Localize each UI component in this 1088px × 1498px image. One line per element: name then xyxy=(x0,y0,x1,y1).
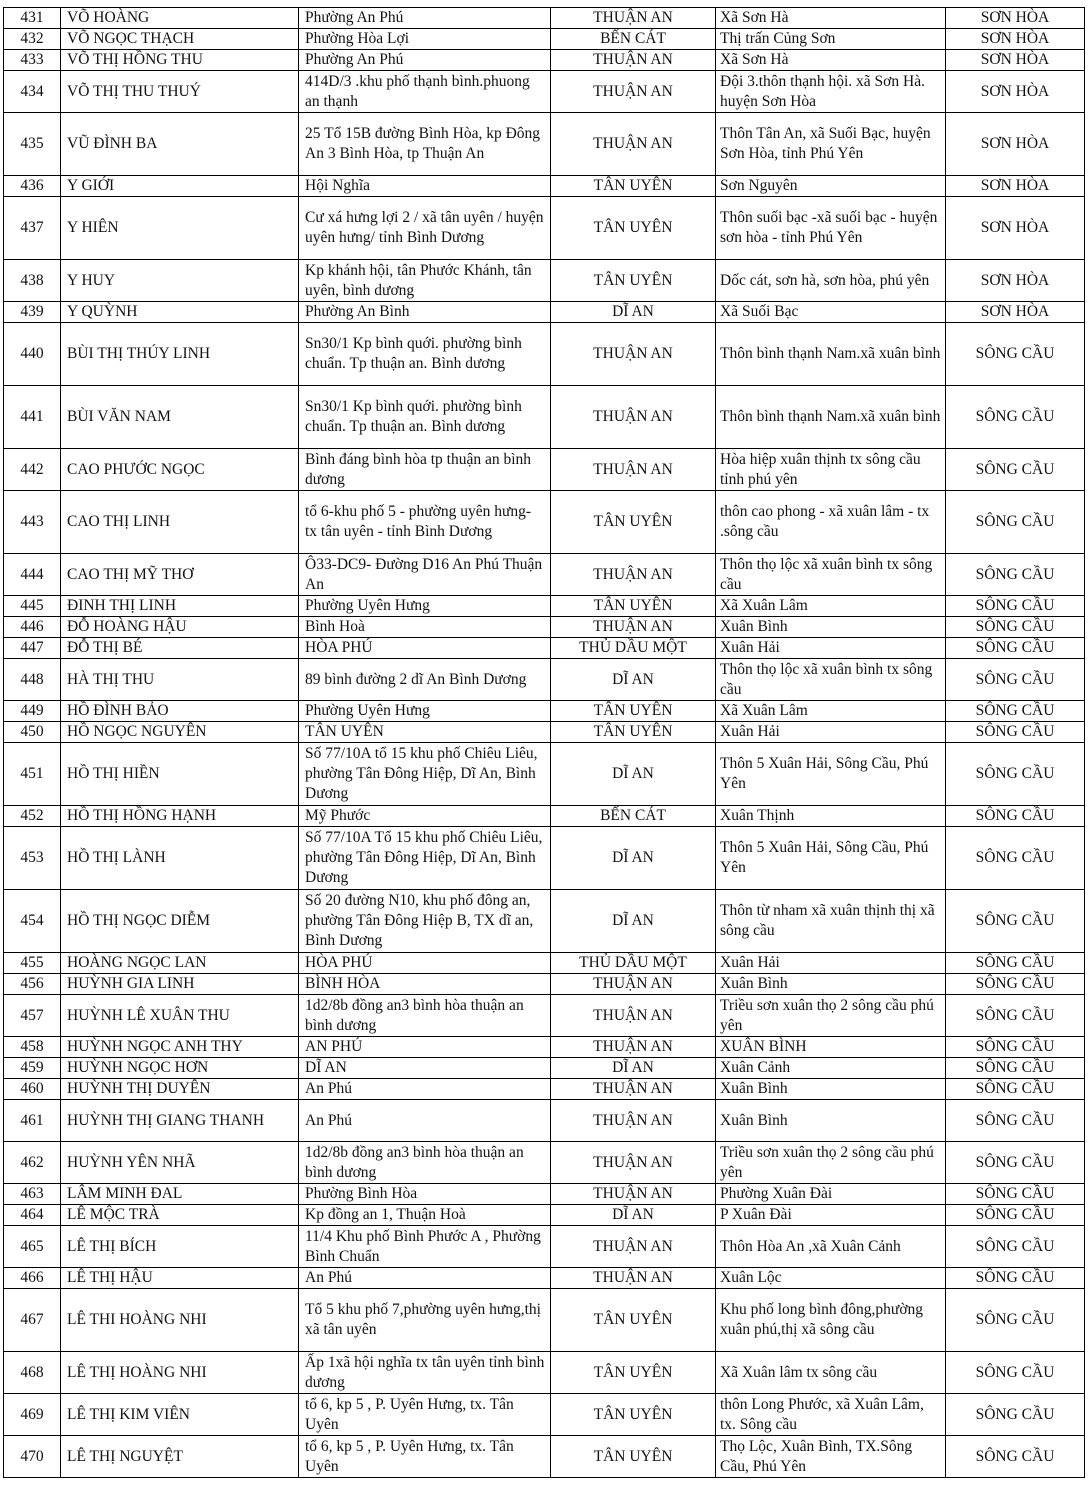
current-address-cell: 1d2/8b đồng an3 bình hòa thuận an bình dương xyxy=(299,995,551,1037)
full-name-cell: HUỲNH THỊ GIANG THANH xyxy=(61,1100,299,1142)
current-district-cell: THUẬN AN xyxy=(551,1268,716,1289)
home-address-cell: Thôn thọ lộc xã xuân bình tx sông cầu xyxy=(716,659,946,701)
home-district-cell: SÔNG CẦU xyxy=(946,386,1085,449)
home-district-cell: SÔNG CẦU xyxy=(946,1142,1085,1184)
full-name-cell: HOÀNG NGỌC LAN xyxy=(61,953,299,974)
current-address-cell: Tổ 5 khu phố 7,phường uyên hưng,thị xã tân uyên xyxy=(299,1289,551,1352)
home-district-cell: SÔNG CẦU xyxy=(946,974,1085,995)
current-district-cell: THUẬN AN xyxy=(551,1226,716,1268)
home-address-cell: Xã Sơn Hà xyxy=(716,50,946,71)
current-address-cell: Bình Hoà xyxy=(299,617,551,638)
registration-table xyxy=(3,7,1085,1478)
current-address-cell: Sn30/1 Kp bình quới. phường bình chuẩn. Tp thuận an. Bình dương xyxy=(299,386,551,449)
home-district-cell: SÔNG CẦU xyxy=(946,701,1085,722)
home-district-cell: SƠN HÒA xyxy=(946,176,1085,197)
full-name-cell: HUỲNH GIA LINH xyxy=(61,974,299,995)
table-row xyxy=(4,323,1085,386)
current-district-cell: DĨ AN xyxy=(551,659,716,701)
full-name-cell: HỒ NGỌC NGUYÊN xyxy=(61,722,299,743)
home-district-cell: SƠN HÒA xyxy=(946,29,1085,50)
home-address-cell: Hòa hiệp xuân thịnh tx sông cầu tỉnh phú yên xyxy=(716,449,946,491)
current-district-cell: THUẬN AN xyxy=(551,1037,716,1058)
home-district-cell: SÔNG CẦU xyxy=(946,323,1085,386)
current-address-cell: Phường Uyên Hưng xyxy=(299,596,551,617)
table-row xyxy=(4,1352,1085,1394)
current-address-cell: An Phú xyxy=(299,1079,551,1100)
home-district-cell: SÔNG CẦU xyxy=(946,1205,1085,1226)
home-address-cell: Thọ Lộc, Xuân Bình, TX.Sông Cầu, Phú Yên xyxy=(716,1436,946,1478)
full-name-cell: LÊ THỊ BÍCH xyxy=(61,1226,299,1268)
current-address-cell: Ấp 1xã hội nghĩa tx tân uyên tỉnh bình dương xyxy=(299,1352,551,1394)
home-address-cell: P Xuân Đài xyxy=(716,1205,946,1226)
home-district-cell: SÔNG CẦU xyxy=(946,1352,1085,1394)
home-address-cell: Thôn từ nham xã xuân thịnh thị xã sông cầu xyxy=(716,890,946,953)
table-row xyxy=(4,1100,1085,1142)
home-district-cell: SÔNG CẦU xyxy=(946,554,1085,596)
home-district-cell: SÔNG CẦU xyxy=(946,890,1085,953)
home-district-cell: SÔNG CẦU xyxy=(946,1184,1085,1205)
home-address-cell: Xuân Bình xyxy=(716,974,946,995)
home-district-cell: SÔNG CẦU xyxy=(946,1037,1085,1058)
home-address-cell: Xã Suối Bạc xyxy=(716,302,946,323)
row-number-cell: 463 xyxy=(4,1184,61,1205)
home-address-cell: Xuân Hải xyxy=(716,638,946,659)
row-number-cell: 469 xyxy=(4,1394,61,1436)
full-name-cell: LÂM MINH ĐAL xyxy=(61,1184,299,1205)
home-district-cell: SÔNG CẦU xyxy=(946,491,1085,554)
current-address-cell: AN PHÚ xyxy=(299,1037,551,1058)
full-name-cell: VÕ NGỌC THẠCH xyxy=(61,29,299,50)
full-name-cell: VŨ ĐÌNH BA xyxy=(61,113,299,176)
row-number-cell: 460 xyxy=(4,1079,61,1100)
current-district-cell: TÂN UYÊN xyxy=(551,1436,716,1478)
row-number-cell: 455 xyxy=(4,953,61,974)
row-number-cell: 447 xyxy=(4,638,61,659)
current-district-cell: THUẬN AN xyxy=(551,1079,716,1100)
home-district-cell: SƠN HÒA xyxy=(946,113,1085,176)
row-number-cell: 456 xyxy=(4,974,61,995)
current-district-cell: THỦ DẦU MỘT xyxy=(551,953,716,974)
current-district-cell: TÂN UYÊN xyxy=(551,260,716,302)
current-address-cell: TÂN UYÊN xyxy=(299,722,551,743)
row-number-cell: 440 xyxy=(4,323,61,386)
table-row xyxy=(4,302,1085,323)
table-row xyxy=(4,1436,1085,1478)
row-number-cell: 470 xyxy=(4,1436,61,1478)
home-address-cell: Thôn Tân An, xã Suối Bạc, huyện Sơn Hòa, tỉnh Phú Yên xyxy=(716,113,946,176)
table-row xyxy=(4,890,1085,953)
table-row xyxy=(4,1184,1085,1205)
table-row xyxy=(4,1289,1085,1352)
full-name-cell: ĐINH THỊ LINH xyxy=(61,596,299,617)
home-district-cell: SÔNG CẦU xyxy=(946,1268,1085,1289)
full-name-cell: HUỲNH LÊ XUÂN THU xyxy=(61,995,299,1037)
row-number-cell: 434 xyxy=(4,71,61,113)
full-name-cell: VÕ THỊ THU THUÝ xyxy=(61,71,299,113)
home-district-cell: SÔNG CẦU xyxy=(946,995,1085,1037)
full-name-cell: HỒ THỊ LÀNH xyxy=(61,827,299,890)
home-address-cell: thôn cao phong - xã xuân lâm - tx .sông cầu xyxy=(716,491,946,554)
table-row xyxy=(4,1226,1085,1268)
row-number-cell: 450 xyxy=(4,722,61,743)
current-district-cell: THUẬN AN xyxy=(551,386,716,449)
current-district-cell: THUẬN AN xyxy=(551,554,716,596)
current-address-cell: Kp khánh hội, tân Phước Khánh, tân uyên, bình dương xyxy=(299,260,551,302)
current-address-cell: An Phú xyxy=(299,1100,551,1142)
row-number-cell: 448 xyxy=(4,659,61,701)
table-row xyxy=(4,1394,1085,1436)
home-district-cell: SÔNG CẦU xyxy=(946,827,1085,890)
row-number-cell: 449 xyxy=(4,701,61,722)
full-name-cell: HUỲNH NGỌC ANH THY xyxy=(61,1037,299,1058)
current-address-cell: 414D/3 .khu phố thạnh bình.phuong an thạnh xyxy=(299,71,551,113)
current-district-cell: DĨ AN xyxy=(551,1205,716,1226)
row-number-cell: 438 xyxy=(4,260,61,302)
table-row xyxy=(4,50,1085,71)
home-address-cell: Thôn thọ lộc xã xuân bình tx sông cầu xyxy=(716,554,946,596)
home-address-cell: Xã Xuân lâm tx sông cầu xyxy=(716,1352,946,1394)
current-address-cell: HÒA PHÚ xyxy=(299,953,551,974)
table-row xyxy=(4,71,1085,113)
row-number-cell: 435 xyxy=(4,113,61,176)
current-district-cell: TÂN UYÊN xyxy=(551,701,716,722)
row-number-cell: 464 xyxy=(4,1205,61,1226)
row-number-cell: 451 xyxy=(4,743,61,806)
table-row xyxy=(4,995,1085,1037)
home-address-cell: Xã Xuân Lâm xyxy=(716,596,946,617)
current-district-cell: THỦ DẦU MỘT xyxy=(551,638,716,659)
current-address-cell: HÒA PHÚ xyxy=(299,638,551,659)
current-address-cell: Phường Bình Hòa xyxy=(299,1184,551,1205)
full-name-cell: BÙI THỊ THÚY LINH xyxy=(61,323,299,386)
home-district-cell: SÔNG CẦU xyxy=(946,1100,1085,1142)
home-address-cell: Thôn Hòa An ,xã Xuân Cảnh xyxy=(716,1226,946,1268)
full-name-cell: LÊ THỊ HẬU xyxy=(61,1268,299,1289)
row-number-cell: 436 xyxy=(4,176,61,197)
home-district-cell: SÔNG CẦU xyxy=(946,1289,1085,1352)
row-number-cell: 465 xyxy=(4,1226,61,1268)
home-address-cell: Triều sơn xuân thọ 2 sông cầu phú yên xyxy=(716,1142,946,1184)
home-district-cell: SƠN HÒA xyxy=(946,197,1085,260)
home-district-cell: SÔNG CẦU xyxy=(946,1226,1085,1268)
current-district-cell: THUẬN AN xyxy=(551,995,716,1037)
full-name-cell: VÕ HOÀNG xyxy=(61,8,299,29)
home-address-cell: Xuân Hải xyxy=(716,722,946,743)
table-row xyxy=(4,827,1085,890)
home-district-cell: SÔNG CẦU xyxy=(946,953,1085,974)
full-name-cell: VÕ THỊ HỒNG THU xyxy=(61,50,299,71)
home-address-cell: Xuân Cảnh xyxy=(716,1058,946,1079)
table-row xyxy=(4,8,1085,29)
row-number-cell: 452 xyxy=(4,806,61,827)
row-number-cell: 439 xyxy=(4,302,61,323)
table-row xyxy=(4,1079,1085,1100)
home-district-cell: SƠN HÒA xyxy=(946,260,1085,302)
table-row xyxy=(4,113,1085,176)
row-number-cell: 462 xyxy=(4,1142,61,1184)
table-body xyxy=(4,8,1085,1478)
full-name-cell: HUỲNH YÊN NHÃ xyxy=(61,1142,299,1184)
table-row xyxy=(4,722,1085,743)
home-district-cell: SÔNG CẦU xyxy=(946,596,1085,617)
full-name-cell: CAO THỊ MỸ THƠ xyxy=(61,554,299,596)
home-district-cell: SƠN HÒA xyxy=(946,8,1085,29)
home-address-cell: Xuân Hải xyxy=(716,953,946,974)
full-name-cell: HÀ THỊ THU xyxy=(61,659,299,701)
table-row xyxy=(4,806,1085,827)
current-address-cell: Ô33-DC9- Đường D16 An Phú Thuận An xyxy=(299,554,551,596)
home-district-cell: SÔNG CẦU xyxy=(946,806,1085,827)
current-address-cell: 25 Tổ 15B đường Bình Hòa, kp Đông An 3 Bình Hòa, tp Thuận An xyxy=(299,113,551,176)
table-row xyxy=(4,743,1085,806)
table-row xyxy=(4,260,1085,302)
table-row xyxy=(4,554,1085,596)
home-district-cell: SÔNG CẦU xyxy=(946,617,1085,638)
current-address-cell: tổ 6, kp 5 , P. Uyên Hưng, tx. Tân Uyên xyxy=(299,1394,551,1436)
table-row xyxy=(4,449,1085,491)
current-district-cell: THUẬN AN xyxy=(551,449,716,491)
full-name-cell: Y HIÊN xyxy=(61,197,299,260)
table-row xyxy=(4,386,1085,449)
current-district-cell: THUẬN AN xyxy=(551,71,716,113)
home-address-cell: Thôn suối bạc -xã suối bạc - huyện sơn hòa - tỉnh Phú Yên xyxy=(716,197,946,260)
full-name-cell: CAO PHƯỚC NGỌC xyxy=(61,449,299,491)
row-number-cell: 442 xyxy=(4,449,61,491)
full-name-cell: HUỲNH NGỌC HƠN xyxy=(61,1058,299,1079)
current-district-cell: TÂN UYÊN xyxy=(551,596,716,617)
current-address-cell: Phường Uyên Hưng xyxy=(299,701,551,722)
full-name-cell: Y QUỲNH xyxy=(61,302,299,323)
full-name-cell: LÊ THI HOÀNG NHI xyxy=(61,1289,299,1352)
row-number-cell: 445 xyxy=(4,596,61,617)
full-name-cell: HUỲNH THỊ DUYÊN xyxy=(61,1079,299,1100)
table-row xyxy=(4,638,1085,659)
current-address-cell: 89 bình đường 2 dĩ An Bình Dương xyxy=(299,659,551,701)
current-district-cell: THUẬN AN xyxy=(551,1142,716,1184)
full-name-cell: HỒ THỊ NGỌC DIỄM xyxy=(61,890,299,953)
current-address-cell: Kp đồng an 1, Thuận Hoà xyxy=(299,1205,551,1226)
table-row xyxy=(4,659,1085,701)
full-name-cell: HỒ THỊ HIỀN xyxy=(61,743,299,806)
current-district-cell: TÂN UYÊN xyxy=(551,491,716,554)
current-district-cell: THUẬN AN xyxy=(551,617,716,638)
home-district-cell: SÔNG CẦU xyxy=(946,659,1085,701)
row-number-cell: 441 xyxy=(4,386,61,449)
table-row xyxy=(4,974,1085,995)
row-number-cell: 437 xyxy=(4,197,61,260)
home-district-cell: SÔNG CẦU xyxy=(946,1394,1085,1436)
current-address-cell: Phường Hòa Lợi xyxy=(299,29,551,50)
current-address-cell: Bình đáng bình hòa tp thuận an bình dương xyxy=(299,449,551,491)
table-row xyxy=(4,1268,1085,1289)
current-district-cell: TÂN UYÊN xyxy=(551,1352,716,1394)
current-district-cell: THUẬN AN xyxy=(551,1184,716,1205)
current-address-cell: BÌNH HÒA xyxy=(299,974,551,995)
current-district-cell: THUẬN AN xyxy=(551,8,716,29)
row-number-cell: 433 xyxy=(4,50,61,71)
home-address-cell: Dốc cát, sơn hà, sơn hòa, phú yên xyxy=(716,260,946,302)
current-address-cell: Số 20 đường N10, khu phố đông an, phường Tân Đông Hiệp B, TX dĩ an, Bình Dương xyxy=(299,890,551,953)
current-address-cell: Phường An Phú xyxy=(299,8,551,29)
current-address-cell: Phường An Bình xyxy=(299,302,551,323)
current-address-cell: tổ 6-khu phố 5 - phường uyên hưng- tx tân uyên - tỉnh Bình Dương xyxy=(299,491,551,554)
home-district-cell: SÔNG CẦU xyxy=(946,1058,1085,1079)
table-row xyxy=(4,1205,1085,1226)
current-district-cell: TÂN UYÊN xyxy=(551,197,716,260)
home-address-cell: Xuân Lộc xyxy=(716,1268,946,1289)
full-name-cell: HỒ ĐÌNH BẢO xyxy=(61,701,299,722)
current-district-cell: DĨ AN xyxy=(551,890,716,953)
home-district-cell: SÔNG CẦU xyxy=(946,1436,1085,1478)
full-name-cell: LÊ MỘC TRÀ xyxy=(61,1205,299,1226)
row-number-cell: 431 xyxy=(4,8,61,29)
home-district-cell: SÔNG CẦU xyxy=(946,722,1085,743)
full-name-cell: HỒ THỊ HỒNG HẠNH xyxy=(61,806,299,827)
home-address-cell: Thôn bình thạnh Nam.xã xuân bình xyxy=(716,386,946,449)
row-number-cell: 443 xyxy=(4,491,61,554)
row-number-cell: 459 xyxy=(4,1058,61,1079)
current-address-cell: Số 77/10A tổ 15 khu phố Chiêu Liêu, phường Tân Đông Hiệp, Dĩ An, Bình Dương xyxy=(299,743,551,806)
row-number-cell: 457 xyxy=(4,995,61,1037)
row-number-cell: 446 xyxy=(4,617,61,638)
current-district-cell: DĨ AN xyxy=(551,1058,716,1079)
current-district-cell: THUẬN AN xyxy=(551,1100,716,1142)
row-number-cell: 461 xyxy=(4,1100,61,1142)
current-district-cell: DĨ AN xyxy=(551,302,716,323)
table-row xyxy=(4,953,1085,974)
current-address-cell: tổ 6, kp 5 , P. Uyên Hưng, tx. Tân Uyên xyxy=(299,1436,551,1478)
full-name-cell: CAO THỊ LINH xyxy=(61,491,299,554)
full-name-cell: ĐỖ THỊ BÉ xyxy=(61,638,299,659)
current-district-cell: THUẬN AN xyxy=(551,113,716,176)
home-address-cell: Đội 3.thôn thạnh hội. xã Sơn Hà. huyện Sơn Hòa xyxy=(716,71,946,113)
current-district-cell: TÂN UYÊN xyxy=(551,1394,716,1436)
current-district-cell: THUẬN AN xyxy=(551,974,716,995)
row-number-cell: 432 xyxy=(4,29,61,50)
home-address-cell: Xuân Bình xyxy=(716,1100,946,1142)
current-address-cell: Sn30/1 Kp bình quới. phường bình chuẩn. Tp thuận an. Bình dương xyxy=(299,323,551,386)
home-address-cell: Sơn Nguyên xyxy=(716,176,946,197)
row-number-cell: 454 xyxy=(4,890,61,953)
current-address-cell: DĨ AN xyxy=(299,1058,551,1079)
current-address-cell: Phường An Phú xyxy=(299,50,551,71)
full-name-cell: LÊ THỊ HOÀNG NHI xyxy=(61,1352,299,1394)
table-row xyxy=(4,1058,1085,1079)
table-row xyxy=(4,596,1085,617)
row-number-cell: 466 xyxy=(4,1268,61,1289)
full-name-cell: Y HUY xyxy=(61,260,299,302)
home-district-cell: SÔNG CẦU xyxy=(946,743,1085,806)
home-address-cell: thôn Long Phước, xã Xuân Lâm, tx. Sông cầu xyxy=(716,1394,946,1436)
home-address-cell: Xã Xuân Lâm xyxy=(716,701,946,722)
current-address-cell: 11/4 Khu phố Bình Phước A , Phường Bình Chuẩn xyxy=(299,1226,551,1268)
current-district-cell: BẾN CÁT xyxy=(551,29,716,50)
current-district-cell: TÂN UYÊN xyxy=(551,722,716,743)
home-address-cell: Phường Xuân Đài xyxy=(716,1184,946,1205)
current-district-cell: DĨ AN xyxy=(551,743,716,806)
current-address-cell: Cư xá hưng lợi 2 / xã tân uyên / huyện uyên hưng/ tỉnh Bình Dương xyxy=(299,197,551,260)
full-name-cell: ĐỖ HOÀNG HẬU xyxy=(61,617,299,638)
current-address-cell: Hội Nghĩa xyxy=(299,176,551,197)
table-row xyxy=(4,197,1085,260)
home-address-cell: Khu phố long bình đông,phường xuân phú,thị xã sông cầu xyxy=(716,1289,946,1352)
table-row xyxy=(4,617,1085,638)
current-address-cell: An Phú xyxy=(299,1268,551,1289)
home-district-cell: SƠN HÒA xyxy=(946,71,1085,113)
home-district-cell: SƠN HÒA xyxy=(946,50,1085,71)
current-address-cell: Số 77/10A Tổ 15 khu phố Chiêu Liêu, phường Tân Đông Hiệp, Dĩ An, Bình Dương xyxy=(299,827,551,890)
home-address-cell: Xã Sơn Hà xyxy=(716,8,946,29)
table-row xyxy=(4,176,1085,197)
row-number-cell: 444 xyxy=(4,554,61,596)
home-district-cell: SÔNG CẦU xyxy=(946,1079,1085,1100)
table-row xyxy=(4,701,1085,722)
current-district-cell: THUẬN AN xyxy=(551,323,716,386)
current-district-cell: TÂN UYÊN xyxy=(551,1289,716,1352)
current-address-cell: Mỹ Phước xyxy=(299,806,551,827)
home-address-cell: Xuân Bình xyxy=(716,617,946,638)
table-row xyxy=(4,1037,1085,1058)
home-address-cell: Thôn 5 Xuân Hải, Sông Cầu, Phú Yên xyxy=(716,743,946,806)
home-address-cell: Thôn 5 Xuân Hải, Sông Cầu, Phú Yên xyxy=(716,827,946,890)
current-district-cell: THUẬN AN xyxy=(551,50,716,71)
row-number-cell: 453 xyxy=(4,827,61,890)
home-district-cell: SÔNG CẦU xyxy=(946,449,1085,491)
home-address-cell: Xuân Thịnh xyxy=(716,806,946,827)
table-row xyxy=(4,29,1085,50)
current-district-cell: DĨ AN xyxy=(551,827,716,890)
home-district-cell: SÔNG CẦU xyxy=(946,638,1085,659)
full-name-cell: LÊ THỊ NGUYỆT xyxy=(61,1436,299,1478)
home-address-cell: Triều sơn xuân thọ 2 sông cầu phú yên xyxy=(716,995,946,1037)
full-name-cell: Y GIỚI xyxy=(61,176,299,197)
home-district-cell: SƠN HÒA xyxy=(946,302,1085,323)
current-district-cell: BẾN CÁT xyxy=(551,806,716,827)
current-district-cell: TÂN UYÊN xyxy=(551,176,716,197)
row-number-cell: 468 xyxy=(4,1352,61,1394)
row-number-cell: 467 xyxy=(4,1289,61,1352)
table-row xyxy=(4,1142,1085,1184)
row-number-cell: 458 xyxy=(4,1037,61,1058)
table-row xyxy=(4,491,1085,554)
home-address-cell: Thị trấn Củng Sơn xyxy=(716,29,946,50)
full-name-cell: LÊ THỊ KIM VIÊN xyxy=(61,1394,299,1436)
home-address-cell: Thôn bình thạnh Nam.xã xuân bình xyxy=(716,323,946,386)
current-address-cell: 1d2/8b đồng an3 bình hòa thuận an bình dương xyxy=(299,1142,551,1184)
home-address-cell: Xuân Bình xyxy=(716,1079,946,1100)
home-address-cell: XUÂN BÌNH xyxy=(716,1037,946,1058)
full-name-cell: BÙI VĂN NAM xyxy=(61,386,299,449)
